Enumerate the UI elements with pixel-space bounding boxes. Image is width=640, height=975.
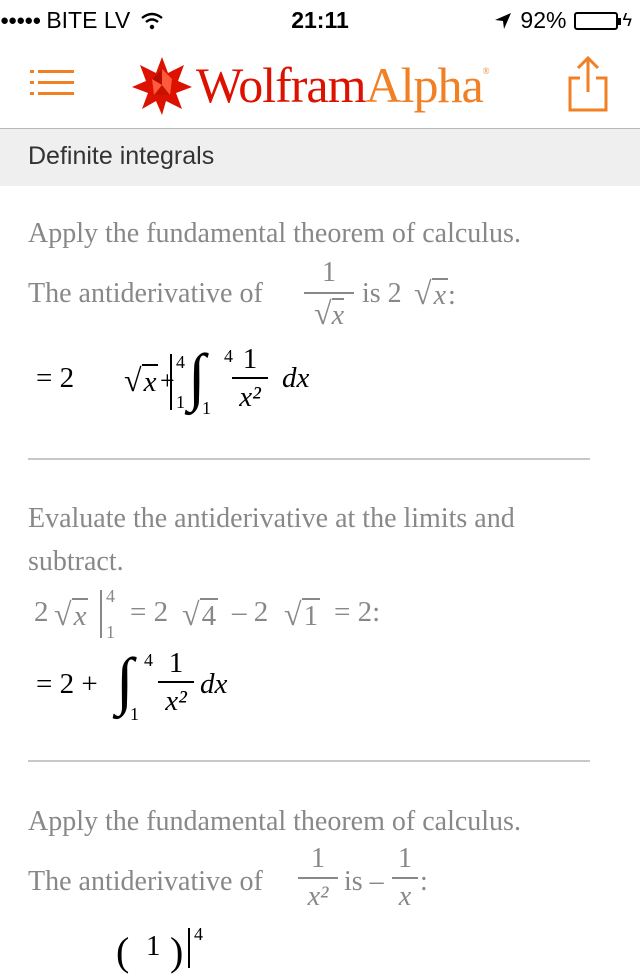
logo-registered-mark: ®	[482, 66, 489, 76]
integrand-denominator: x²	[239, 381, 261, 413]
integral-upper-limit: 4	[224, 346, 233, 366]
eval-lower-limit: 1	[176, 392, 185, 412]
step-1-line-2-prefix: The antiderivative of	[28, 278, 263, 309]
result-sqrt-argument: x	[143, 366, 157, 398]
sqrt-argument: x	[433, 280, 446, 311]
integrand-numerator: 1	[242, 343, 258, 375]
step-3-line-1: Apply the fundamental theorem of calculus.	[28, 806, 521, 837]
status-time: 21:11	[291, 7, 349, 33]
eval-minus-2: – 2	[232, 596, 269, 628]
step-2-evaluation: 2 √x 4 1 = 2 √4 – 2 √1 = 2:	[34, 586, 381, 642]
partial-upper-limit: 4	[194, 924, 203, 944]
step-1-result: = 2 √x 4 1 + ∫ 4 1 1 x² dx	[36, 341, 310, 418]
integral-lower-limit: 1	[202, 398, 211, 418]
battery-icon	[574, 12, 618, 30]
integrand-denominator: x²	[165, 685, 187, 717]
eval-sqrt-argument: x	[73, 600, 87, 632]
differential: dx	[200, 668, 228, 700]
logo-alpha-text: Alpha	[365, 57, 483, 113]
eval-upper-limit: 4	[106, 586, 115, 606]
signal-strength-icon: ●●●●●	[0, 12, 41, 29]
fraction-denominator: x	[331, 300, 344, 331]
integrand-numerator: 1	[168, 647, 184, 679]
eval-upper-limit: 4	[176, 352, 185, 372]
colon: :	[448, 280, 456, 311]
status-bar	[0, 0, 640, 40]
step-3-antiderivative	[28, 843, 608, 928]
result-prefix: = 2 +	[36, 668, 98, 700]
eval-result: = 2:	[334, 596, 381, 628]
plus-sign: +	[160, 366, 175, 395]
step-2-text	[28, 497, 608, 583]
eval-lower-limit: 1	[106, 622, 115, 642]
divider	[28, 760, 590, 762]
fraction-denominator: x²	[307, 881, 329, 912]
menu-button[interactable]	[30, 70, 74, 96]
partial-numerator: 1	[146, 930, 161, 962]
logo-wolfram-text: Wolfram	[196, 57, 366, 113]
step-1-text	[28, 212, 608, 255]
carrier-name: BITE LV	[46, 7, 131, 33]
fraction-2-numerator: 1	[398, 843, 412, 874]
fraction-numerator: 1	[311, 843, 325, 874]
share-button[interactable]	[566, 54, 610, 114]
eval-equals-2: = 2	[130, 596, 169, 628]
integral-upper-limit: 4	[144, 650, 153, 670]
colon: :	[420, 866, 428, 897]
step-3-line-2-prefix: The antiderivative of	[28, 866, 263, 897]
step-3-text	[28, 800, 608, 843]
step-3-result-partial: ( 1 ) 4	[116, 924, 203, 974]
step-3-line-2-mid: is –	[344, 866, 384, 897]
wolfram-spikey-icon	[132, 55, 192, 115]
section-header	[0, 129, 640, 186]
sqrt-1-argument: 1	[303, 600, 319, 632]
result-prefix: = 2	[36, 362, 75, 394]
section-title: Definite integrals	[28, 142, 215, 170]
step-1-line-1: Apply the fundamental theorem of calculus.	[28, 218, 521, 249]
step-2-result: = 2 + ∫ 4 1 1 x² dx	[36, 645, 228, 724]
fraction-numerator: 1	[322, 257, 336, 288]
differential: dx	[282, 362, 310, 394]
wolfram-alpha-logo	[132, 50, 489, 120]
location-arrow-icon	[494, 12, 512, 30]
nav-bar	[0, 40, 640, 129]
step-1-line-2-mid: is 2	[362, 278, 402, 309]
fraction-2-denominator: x	[398, 881, 412, 912]
sqrt-4-argument: 4	[201, 600, 217, 632]
step-2-line-2: subtract.	[28, 546, 124, 577]
battery-percent: 92%	[520, 7, 567, 33]
step-2-line-1: Evaluate the antiderivative at the limits and	[28, 503, 515, 534]
eval-coefficient: 2	[34, 596, 49, 628]
divider	[28, 458, 590, 460]
charging-bolt-icon: ϟ	[622, 10, 632, 30]
integral-lower-limit: 1	[130, 704, 139, 724]
step-1-antiderivative: The antiderivative of 1 √x is 2 √x:	[28, 257, 456, 331]
